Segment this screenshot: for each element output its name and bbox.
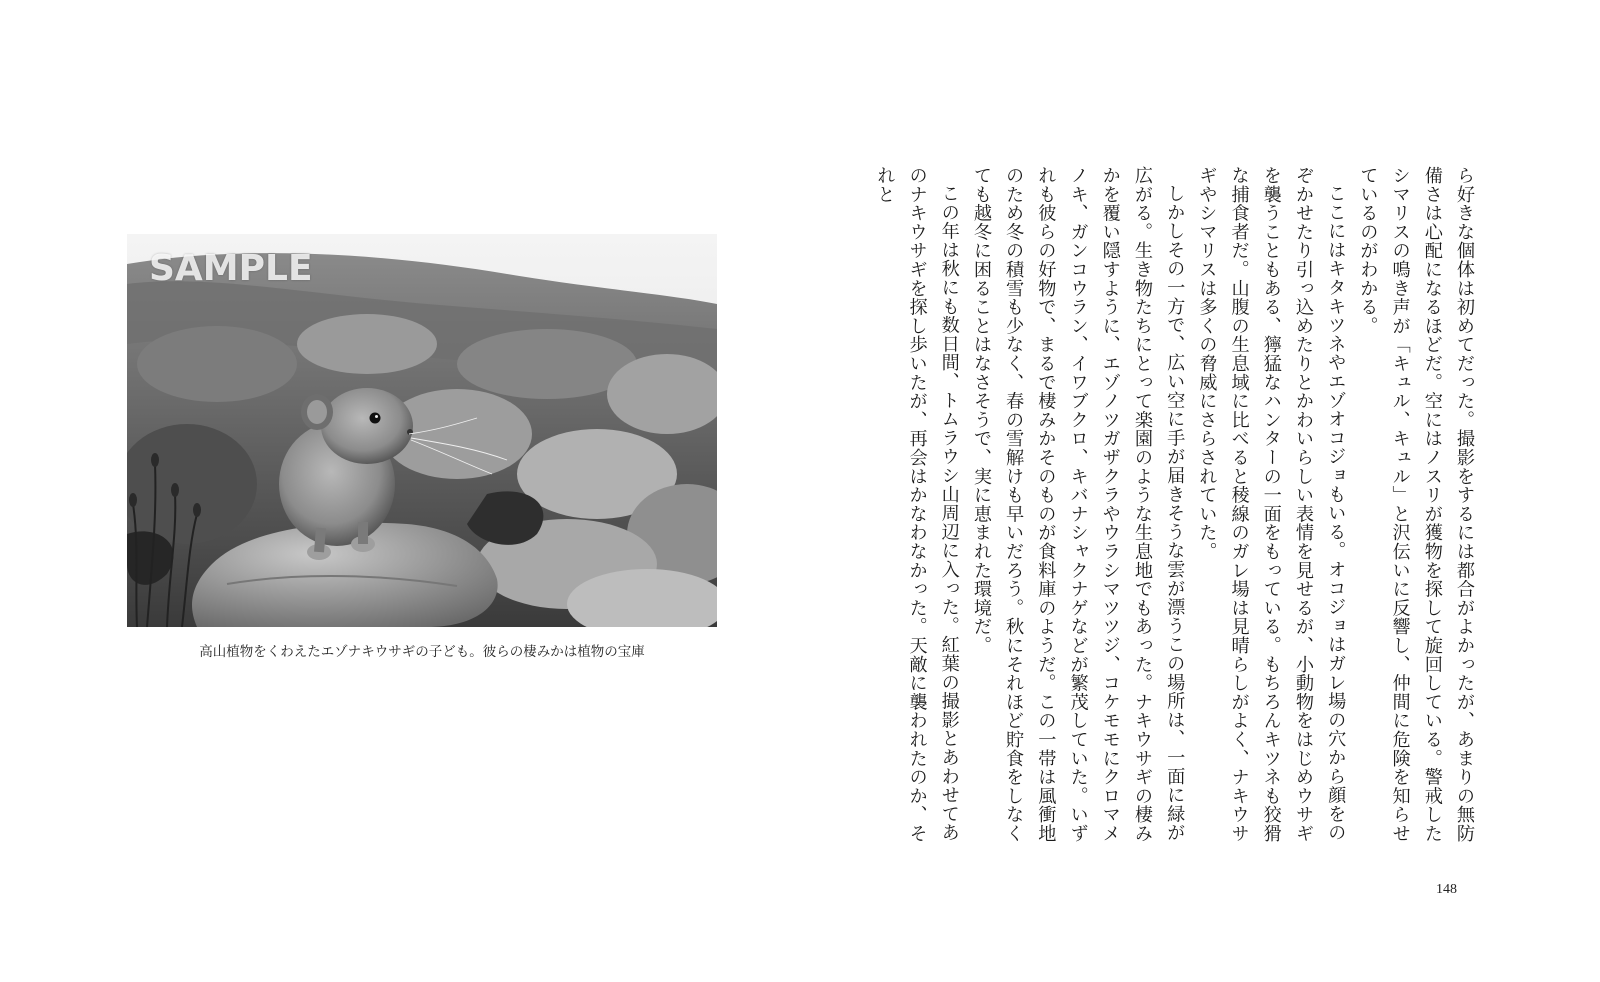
pika-photo-image <box>127 234 717 627</box>
paragraph: ここにはキタキツネやエゾオコジョもいる。オコジョはガレ場の穴から顔をのぞかせたり引っ込めたりとかわいらしい表情を見せるが、小動物をはじめウサギを襲うこともある、獰猛なハンターの一面をもっている。もちろんキツネも狡猾な捕食者だ。山腹の生息域に比べると稜線のガレ場は見晴らしがよく、ナキウサギやシマリスは多くの脅威にさらされていた。 <box>1196 166 1347 843</box>
photo-caption: 高山植物をくわえたエゾナキウサギの子ども。彼らの棲みかは植物の宝庫 <box>199 644 645 660</box>
paragraph: ら好きな個体は初めてだった。撮影をするには都合がよかったが、あまりの無防備さは心配になるほどだ。空にはノスリが獲物を探して旋回している。警戒したシマリスの鳴き声が「キュル、キュル」と沢伝いに反響し、仲間に危険を知らせているのがわかる。 <box>1357 166 1475 843</box>
paragraph: この年は秋にも数日間、トムラウシ山周辺に入った。紅葉の撮影とあわせてあのナキウサギを探し歩いたが、再会はかなわなかった。天敵に襲われたのか、それと <box>874 166 960 843</box>
vertical-body-text <box>868 166 1480 856</box>
paragraph: しかしその一方で、広い空に手が届きそうな雲が漂うこの場所は、一面に緑が広がる。生き物たちにとって楽園のような生息地でもあった。ナキウサギの棲みかを覆い隠すように、エゾノツガザクラやウラシマツツジ、コケモモにクロマメノキ、ガンコウラン、イワブクロ、キバナシャクナゲなどが繁茂していた。いずれも彼らの好物で、まるで棲みかそのものが食料庫のようだ。この一帯は風衝地のため冬の積雪も少なく、春の雪解けも早いだろう。秋にそれほど貯食をしなくても越冬に困ることはなさそうで、実に恵まれた環境だ。 <box>970 166 1186 843</box>
pika-photo <box>127 234 717 627</box>
sample-watermark: SAMPLE <box>149 248 313 289</box>
page-number: 148 <box>1436 882 1457 897</box>
